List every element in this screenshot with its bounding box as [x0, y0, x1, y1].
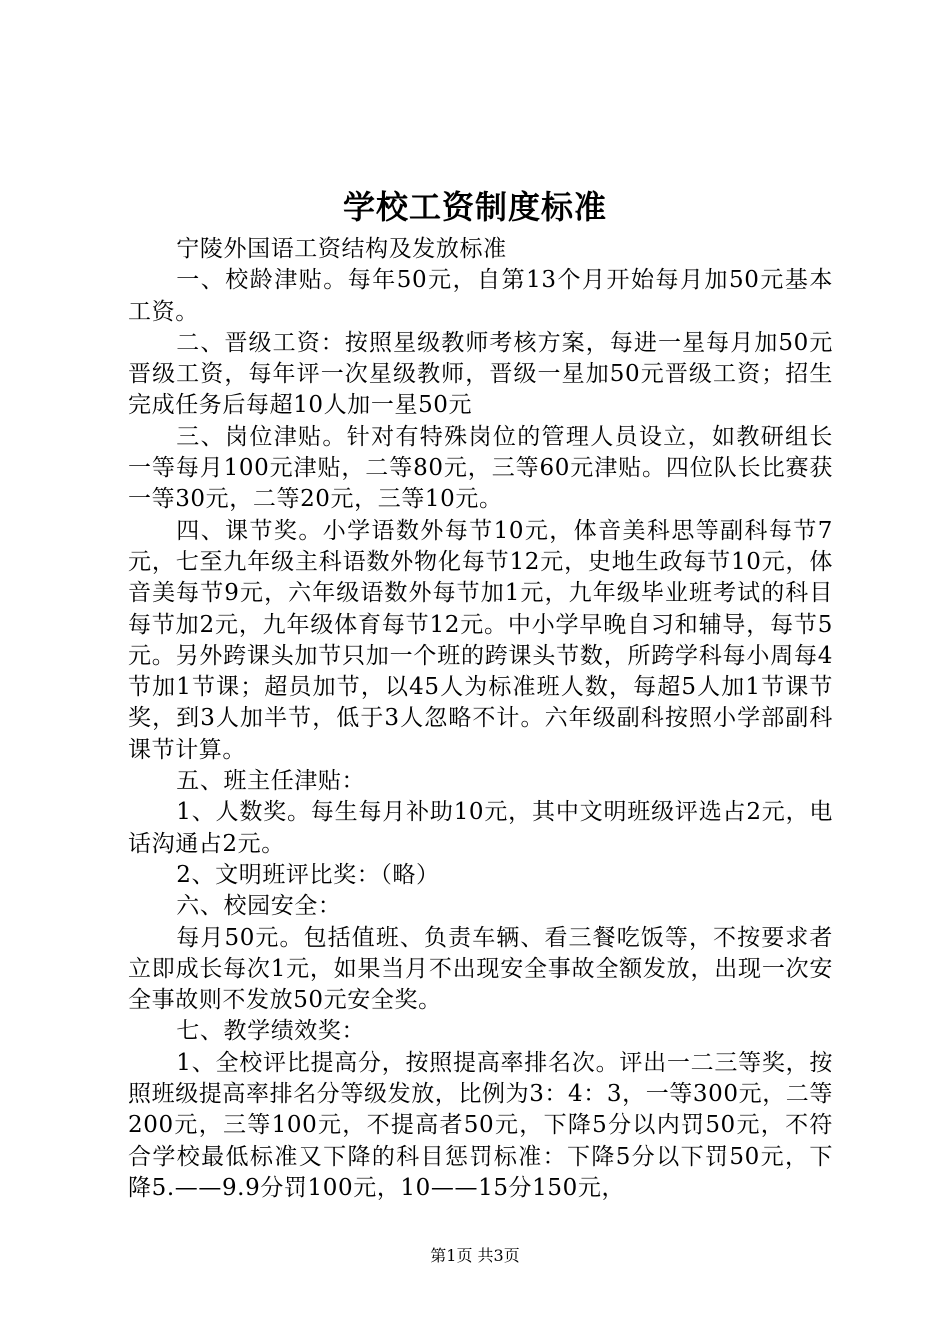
paragraph-seniority-allowance: 一、校龄津贴。每年50元，自第13个月开始每月加50元基本工资。: [128, 267, 833, 325]
paragraph-headcount-bonus: 1、人数奖。每生每月补助10元，其中文明班级评选占2元，电话沟通占2元。: [128, 799, 833, 857]
paragraph-promotion-pay: 二、晋级工资：按照星级教师考核方案，每进一星每月加50元晋级工资，每年评一次星级教师，晋级一星加50元晋级工资；招生完成任务后每超10人加一星50元: [128, 329, 833, 419]
paragraph-civilized-class-bonus: 2、文明班评比奖：（略）: [176, 861, 440, 888]
paragraph-teaching-performance-detail: 1、全校评比提高分，按照提高率排名次。评出一二三等奖，按照班级提高率排名分等级发放，比例为3：4：3，一等300元，二等200元，三等100元，不提高者50元，下降5分以内罚50元，不符合学校最低标准又下降的科目惩罚标准：下降5分以下罚50元，下降5.——9.9分罚100元，10——15分150元，: [128, 1049, 833, 1201]
document-title: 学校工资制度标准: [342, 188, 607, 226]
paragraph-head-teacher-heading: 五、班主任津贴：: [176, 768, 366, 795]
paragraph-class-hour-bonus: 四、课节奖。小学语数外每节10元，体音美科思等副科每节7元，七至九年级主科语数外物化每节12元，史地生政每节10元，体音美每节9元，六年级语数外每节加1元，九年级毕业班考试的科目每节加2元，九年级体育每节12元。中小学早晚自习和辅导，每节5元。另外跨课头加节只加一个班的跨课头节数，所跨学科每小周每4节加1节课；超员加节，以45人为标准班人数，每超5人加1节课节奖，到3人加半节，低于3人忽略不计。六年级副科按照小学部副科课节计算。: [128, 517, 833, 763]
paragraph-campus-safety-detail: 每月50元。包括值班、负责车辆、看三餐吃饭等，不按要求者立即成长每次1元，如果当月不出现安全事故全额发放，出现一次安全事故则不发放50元安全奖。: [128, 924, 833, 1014]
paragraph-subtitle: 宁陵外国语工资结构及发放标准: [176, 236, 507, 262]
document-body: [128, 234, 833, 1204]
paragraph-position-allowance: 三、岗位津贴。针对有特殊岗位的管理人员设立，如教研组长一等每月100元津贴，二等80元，三等60元津贴。四位队长比赛获一等30元，二等20元，三等10元。: [128, 423, 833, 513]
page-number: 第1页 共3页: [430, 1246, 520, 1265]
paragraph-teaching-performance-heading: 七、教学绩效奖：: [176, 1018, 366, 1045]
paragraph-campus-safety-heading: 六、校园安全：: [176, 893, 342, 920]
